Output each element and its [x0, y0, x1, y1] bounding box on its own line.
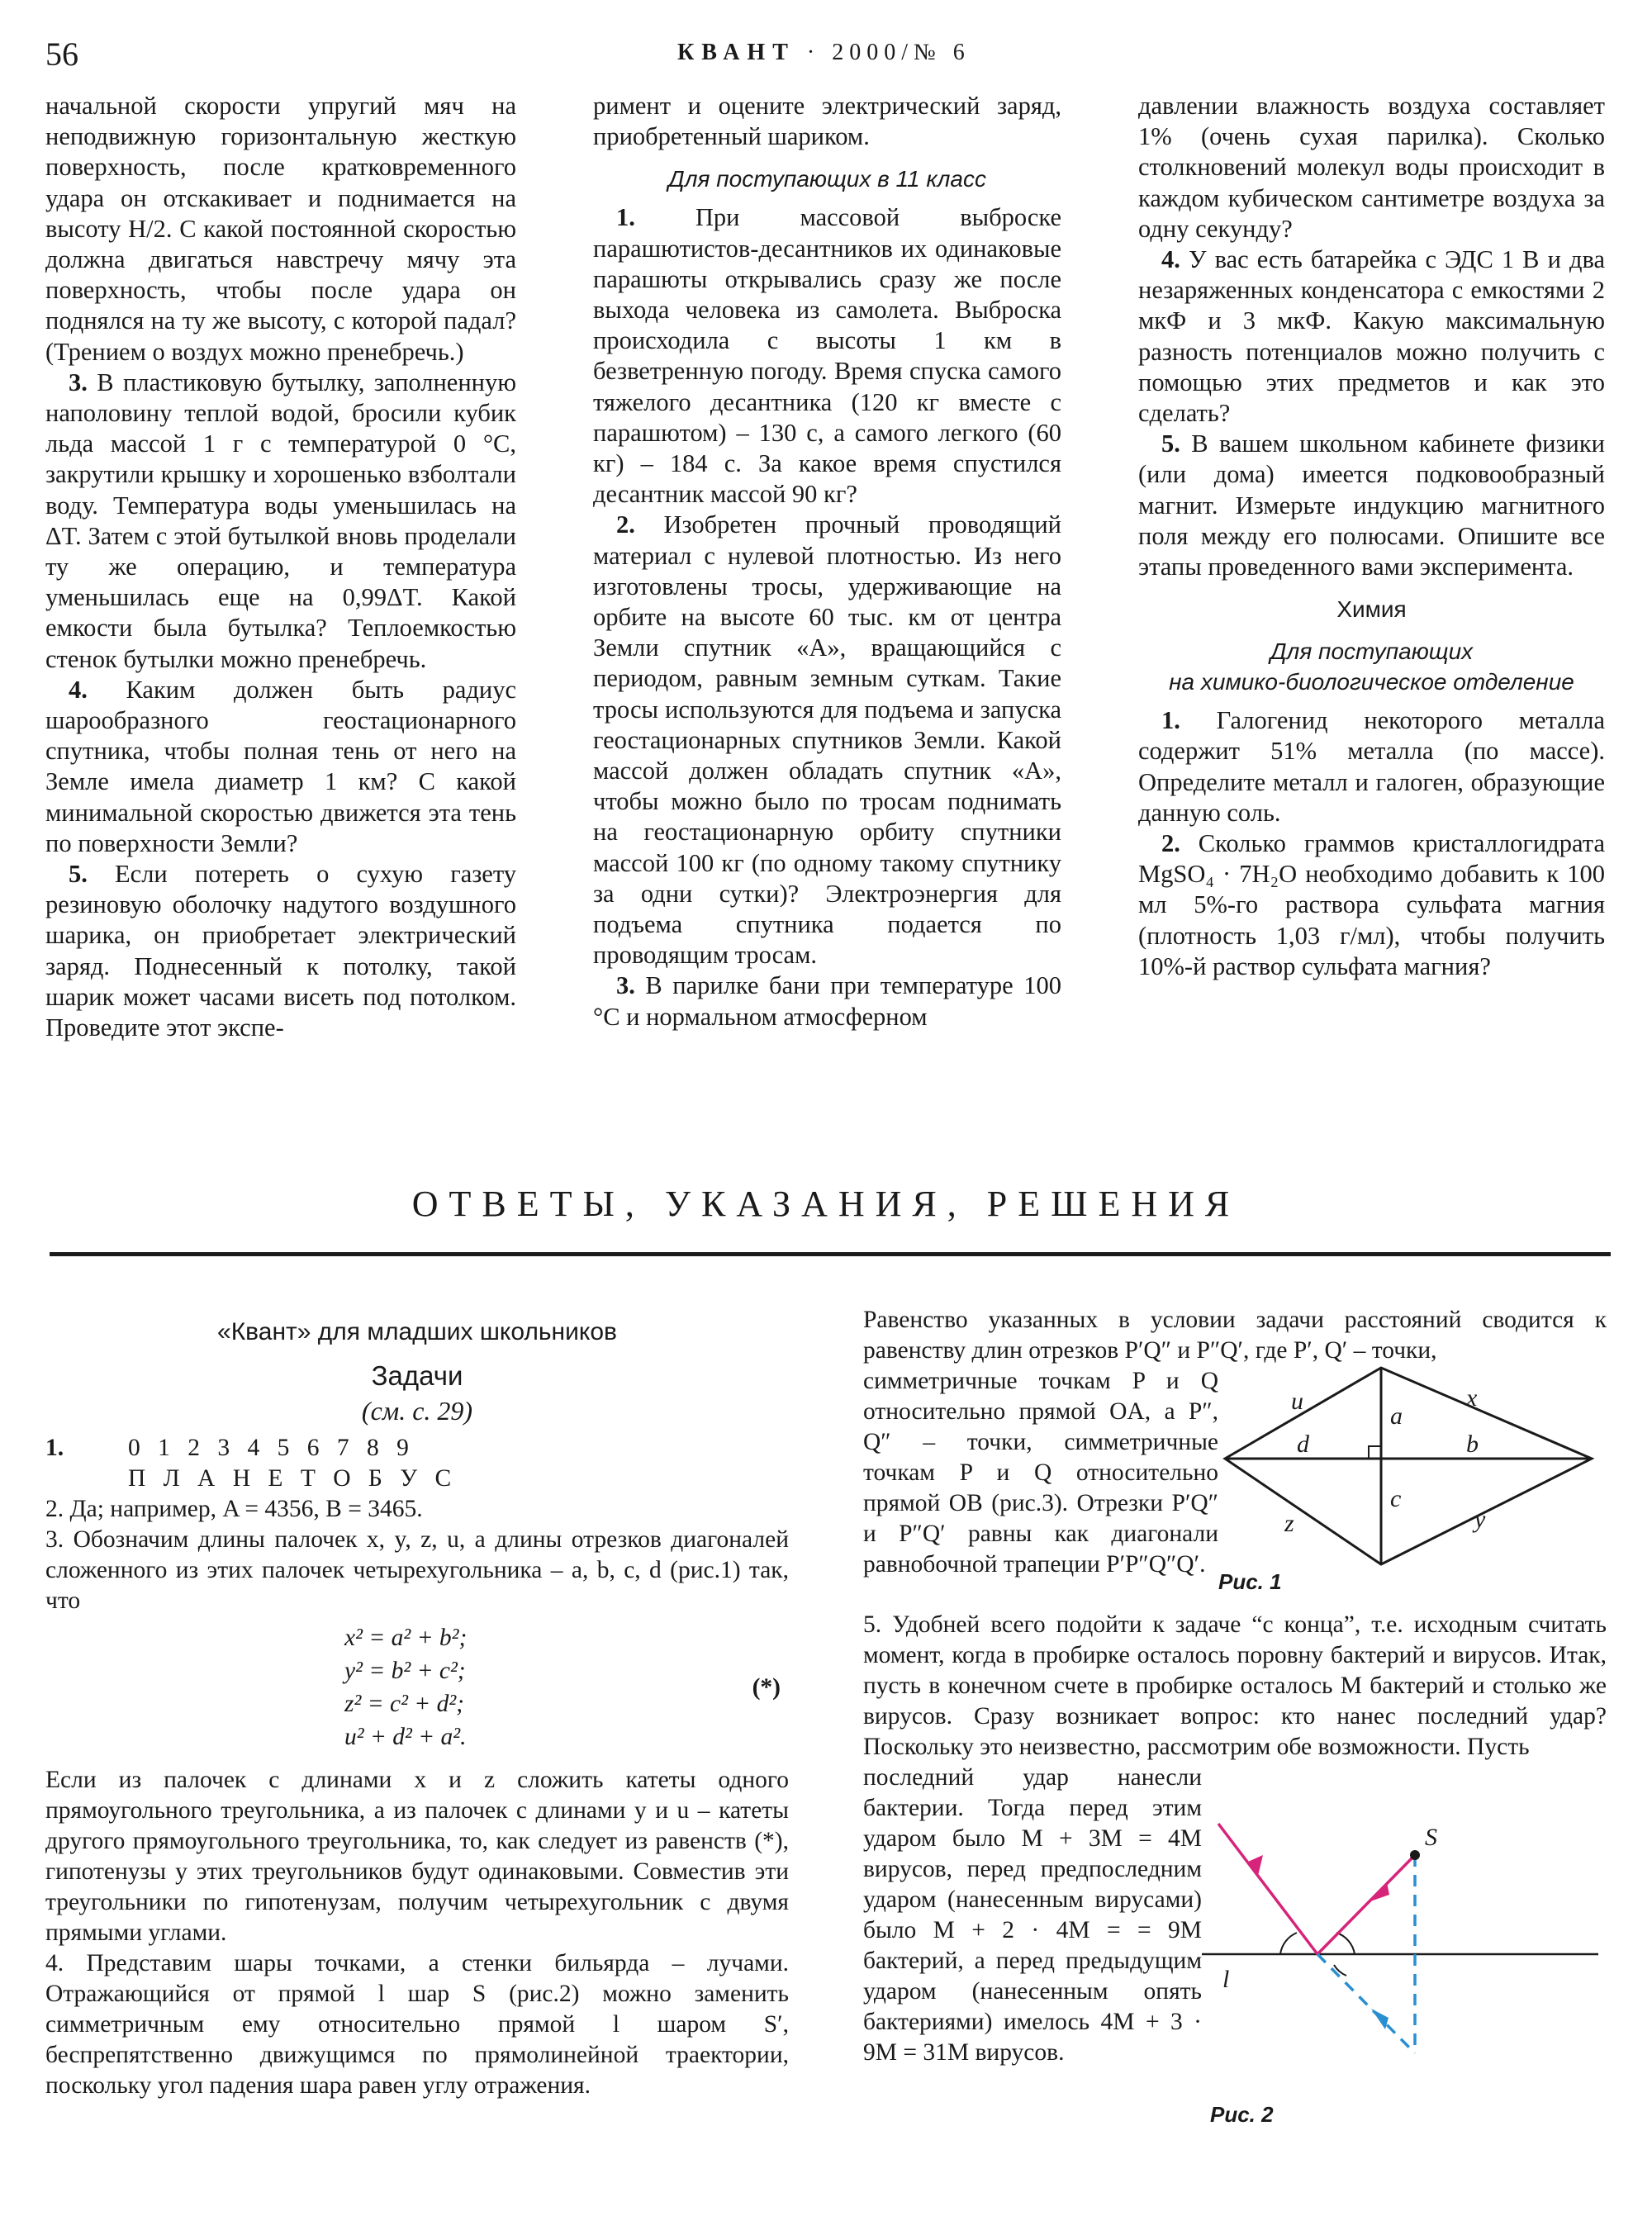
angle-arc — [1280, 1933, 1297, 1954]
incident-ray — [1317, 1855, 1415, 1954]
label-y: y — [1474, 1506, 1486, 1533]
label-x: x — [1466, 1384, 1478, 1412]
problem-text: У вас есть батарейка с ЭДС 1 В и два незаряженных конденсатора с емкостями 2 мкФ и 3 мкФ. Какую максимальную разность потенциалов можно получить с помощью этих предметов и как это сделать? — [1138, 245, 1606, 428]
figure-2-caption: Рис. 2 — [1210, 2102, 1274, 2127]
paragraph: римент и оцените электрический заряд, приобретенный шариком. — [593, 92, 1061, 151]
figure-1 — [1218, 1366, 1607, 1610]
problem-item — [1138, 429, 1605, 582]
answers-section-heading: «Квант» для младших школьников — [217, 1318, 617, 1345]
equation: y² = b² + c²; — [344, 1658, 466, 1684]
answer-3-continued: Если из палочек с длинами x и z сложить катеты одного прямоугольного треугольника, а из палочек с длинами y и u – катеты другого прямоугольного треугольника, то, как следует из равенств (*), гипотенузы у этих треугольников будут одинаковыми. Совместив эти треугольники по гипотенузам, получим четырехугольник с двумя прямыми углами. — [45, 1767, 789, 1946]
equation-block — [45, 1621, 789, 1760]
text-with-figure-2 — [863, 1763, 1607, 2151]
column-2 — [593, 91, 1061, 1032]
section-heading: Для поступающих — [1270, 638, 1474, 665]
problem-text: В пластиковую бутылку, заполненную наполовину теплой водой, бросили кубик льда массой 1 г с температурой 0 °С, закрутили крышку и хорошенько взболтали воду. Температура воды уменьшилась на ΔT. Затем с этой бутылкой вновь проделали ту же операцию, и температура уменьшилась еще на 0,99ΔT. Какой емкости была бутылка? Теплоемкостью стенок бутылки можно пренебречь. — [45, 368, 516, 673]
problem-item — [1138, 828, 1605, 982]
label-l: l — [1222, 1966, 1230, 1993]
equations — [344, 1621, 467, 1753]
label-b: b — [1466, 1431, 1479, 1458]
problem-number: 1. — [1161, 706, 1180, 735]
problem-number: 3. — [69, 368, 88, 396]
problem-text: При массовой выброске парашютистов-десантников их одинаковые парашюты открывались сразу же после выхода человека из самолета. Выброска происходила с высоты 1 км в безветренную погоду. Время спуска самого тяжелого десантника (120 кг вместе с парашютом) – 130 с, а самого легкого (60 кг) – 184 с. За какое время спустился десантник массой 90 кг? — [593, 203, 1061, 509]
problem-number: 3. — [616, 971, 635, 1000]
quadrilateral — [1225, 1368, 1592, 1564]
point-s — [1410, 1850, 1420, 1860]
answer-number: 1. — [45, 1435, 64, 1461]
paragraph: давлении влажность воздуха составляет 1% (очень сухая парилка). Сколько столкновений молекул воды происходит в каждом кубическом сантиметре воздуха за одну секунду? — [1138, 92, 1605, 243]
paragraph: симметричные точкам P и Q относительно прямой OA, а P″, Q″ – точки, симметричные точкам P и Q относительно прямой OB (рис.3). Отрезки P′Q″ и P″Q′ равны как диагонали равнобочной трапеции P′P″Q″Q′. — [863, 1368, 1218, 1578]
problem-number: 1. — [616, 203, 635, 232]
equation: u² + d² + a². — [344, 1724, 467, 1750]
letters-row: П Л А Н Е Т О Б У С — [128, 1465, 458, 1492]
figure-2-drawing — [1202, 1763, 1607, 2142]
problem-item — [45, 675, 516, 859]
problem-text: Изобретен прочный проводящий материал с нулевой плотностью. Из него изготовлены тросы, удерживающие на орбите на высоте 60 тыс. км от центра Земли спутник «А», вращающийся с периодом, равным земным суткам. Такие тросы используются для подъема и запуска геостационарных спутников Земли. Какой массой должен обладать спутник «А», чтобы можно было по тросам поднимать на геостационарную орбиту спутники массой 100 кг (по одному такому спутнику за одни сутки)? Электроэнергия для подъема спутника подается по проводящим тросам. — [593, 510, 1061, 970]
label-s: S — [1425, 1824, 1437, 1851]
figure-2 — [1202, 1763, 1607, 2151]
answer-3: 3. Обозначим длины палочек x, y, z, u, а длины отрезков диагоналей сложенного из этих палочек четырехугольника – a, b, c, d (рис.1) так, что — [45, 1526, 789, 1614]
problem-number: 4. — [1161, 245, 1180, 274]
paragraph: Равенство указанных в условии задачи расстояний сводится к равенству длин отрезков P′Q″ и P″Q′, где P′, Q′ – точки, — [863, 1307, 1607, 1364]
label-d: d — [1297, 1431, 1309, 1458]
digits-row: 0 1 2 3 4 5 6 7 8 9 — [128, 1435, 415, 1461]
figure-1-caption: Рис. 1 — [1218, 1569, 1282, 1594]
label-a: a — [1390, 1402, 1403, 1430]
answer-4: 4. Представим шары точками, а стенки бильярда – лучами. Отражающийся от прямой l шар S (рис.2) можно заменить симметричным ему относительно прямой l шаром S′, беспрепятственно движущимся по прямолинейной траектории, поскольку угол падения шара равен углу отражения. — [45, 1950, 789, 2099]
answers-right-column — [863, 1305, 1607, 2151]
label-c: c — [1390, 1485, 1402, 1512]
arrow-head — [1371, 2009, 1389, 2029]
label-z: z — [1284, 1510, 1294, 1537]
page-number: 56 — [45, 36, 78, 73]
problem-item — [45, 859, 516, 1043]
problem-text: В парилке бани при температуре 100 °С и нормальном атмосферном — [593, 971, 1061, 1031]
paragraph: последний удар нанесли бактерии. Тогда перед этим ударом было M + 3M = 4M вирусов, перед предпоследним ударом (нанесенным вирусами) было M + 2 · 4M = = 9M бактерий, а перед предыдущим ударом (нанесенным опять бактериями) имелось 4M + 3 · 9M = 31M вирусов. — [863, 1764, 1202, 2066]
virtual-ray — [1317, 1954, 1415, 2053]
equation: z² = c² + d²; — [344, 1691, 464, 1717]
problem-text: Галогенид некоторого металла содержит 51% металла (по массе). Определите металл и галоген, образующие данную соль. — [1138, 706, 1606, 827]
answers-subsection: Задачи — [371, 1360, 463, 1391]
label-u: u — [1291, 1388, 1303, 1415]
equation-mark: (*) — [752, 1674, 781, 1701]
text-with-figure-1 — [863, 1366, 1607, 1610]
problem-number: 2. — [616, 510, 635, 539]
answers-left-column — [45, 1315, 789, 2101]
equation: x² = a² + b²; — [344, 1625, 468, 1651]
issue-label: · 2000/№ 6 — [806, 40, 971, 65]
answer-1 — [45, 1433, 789, 1494]
problem-item — [1138, 705, 1605, 828]
page-reference: (см. с. 29) — [361, 1396, 473, 1426]
running-head — [677, 40, 971, 66]
problem-text: Каким должен быть радиус шарообразного геостационарного спутника, чтобы полная тень от него на Земле имела диаметр 1 км? С какой минимальной скоростью движется эта тень по поверхности Земли? — [45, 675, 517, 857]
problem-item — [45, 368, 516, 675]
column-1 — [45, 91, 516, 1043]
problem-item — [593, 202, 1061, 510]
problem-text: Если потереть о сухую газету резиновую оболочку надутого воздушного шарика, он приобретает электрический заряд. Поднесенный к потолку, такой шарик может часами висеть под потолком. Проведите этот экспе- — [45, 860, 516, 1042]
problem-number: 2. — [1161, 829, 1180, 858]
problem-item — [593, 970, 1061, 1032]
problem-text: Сколько граммов кристаллогидрата MgSO₄ · 7H₂O необходимо добавить к 100 мл 5%-го раствора сульфата магния (плотность 1,03 г/мл), чтобы получить 10%-й раствор сульфата магния? — [1138, 829, 1606, 980]
problem-number: 5. — [69, 860, 88, 889]
answer-1-body — [128, 1433, 457, 1494]
problem-item — [1138, 244, 1605, 429]
problem-number: 5. — [1161, 429, 1180, 458]
reflected-ray — [1218, 1824, 1317, 1954]
answer-5-start: 5. Удобней всего подойти к задаче “с конца”, т.е. исходным считать момент, когда в пробирке осталось поровну бактерий и вирусов. Итак, пусть в конечном счете в пробирке осталось M бактерий и столько же вирусов. Сразу возникает вопрос: кто нанес последний удар? Поскольку это неизвестно, рассмотрим обе возможности. Пусть — [863, 1611, 1607, 1760]
problem-item — [593, 510, 1061, 970]
answers-title: ОТВЕТЫ, УКАЗАНИЯ, РЕШЕНИЯ — [411, 1184, 1241, 1224]
section-heading: Для поступающих в 11 класс — [668, 166, 986, 192]
paragraph: начальной скорости упругий мяч на неподвижную горизонтальную жесткую поверхность, после кратковременного удара он отскакивает и поднимается на высоту H/2. С какой постоянной скоростью должна двигаться навстречу мячу эта поверхность, чтобы после удара он поднялся на ту же высоту, с которой падал? (Трением о воздух можно пренебречь.) — [45, 92, 516, 366]
problem-number: 4. — [69, 675, 88, 704]
answer-2: 2. Да; например, A = 4356, B = 3465. — [45, 1496, 423, 1522]
angle-arc — [1336, 1933, 1355, 1954]
journal-title: КВАНТ — [677, 40, 795, 65]
problem-text: В вашем школьном кабинете физики (или дома) имеется подковообразный магнит. Измерьте индукцию магнитного поля между его полюсами. Опишите все этапы проведенного вами эксперимента. — [1138, 429, 1605, 581]
section-heading: на химико-биологическое отделение — [1169, 669, 1574, 695]
section-title-chemistry: Химия — [1336, 596, 1407, 623]
divider — [50, 1252, 1611, 1256]
figure-1-drawing — [1218, 1366, 1594, 1601]
right-angle-mark — [1369, 1446, 1381, 1459]
column-3 — [1138, 91, 1605, 982]
arrow-head — [1370, 1882, 1389, 1901]
